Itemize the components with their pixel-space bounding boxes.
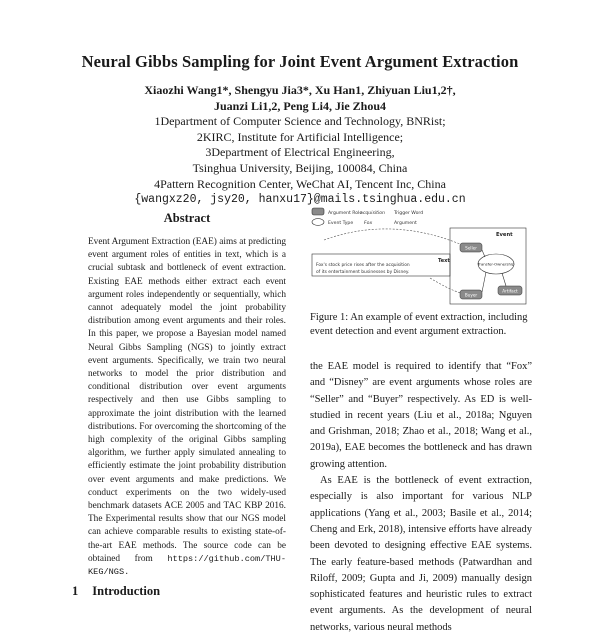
- affiliation-3: 3Department of Electrical Engineering,: [205, 145, 395, 160]
- author-block: [60, 83, 540, 208]
- node-buyer-label: Buyer: [464, 292, 478, 298]
- event-extraction-diagram: [310, 206, 528, 306]
- body-paragraph-2: As EAE is the bottleneck of event extraction, especially is also important for various NLP applications (Yang et al., 2003; Basile et al., 2014; Cheng and Erk, 2018), intensive efforts have already been devoted to designing effective EAE systems. The early feature-based methods (Patwardhan and Riloff, 2009; Gupta and Ji, 2009) manually design sophisticated features and heuristic rules to extract event arguments. As the development of neural networks, various neural methods: [310, 475, 532, 633]
- body-paragraph-1: the EAE model is required to identify that “Fox” and “Disney” are event arguments whose roles are “Seller” and “Buyer” respectively. As ED is well-studied in recent years (Liu et al., 2018a; Nguyen and Grishman, 2018; Zhao et al., 2018; Wang et al., 2019a), EAE becomes the bottleneck and has drawn growing attention.: [310, 361, 532, 470]
- figure-1: [310, 206, 528, 306]
- example-sentence-line-2: of its entertainment businesses by Disney.: [316, 270, 410, 275]
- abstract-text: Event Argument Extraction (EAE) aims at predicting event argument roles of entities in text, which is a crucial subtask and bottleneck of event extraction. Existing EAE methods either extract each event argument roles independently or sequentially, which cannot adequately model the joint probability distribution among event arguments and their roles. In this paper, we propose a Bayesian model named Neural Gibbs Sampling (NGS) to jointly extract event arguments. Specifically, we train two neural networks to model the prior distribution and conditional distribution over event arguments respectively and then use Gibbs sampling to approximate the joint distribution with the learned distributions. For overcoming the shortcoming of the high complexity of the original Gibbs sampling algorithm, we further apply simulated annealing to efficiently estimate the joint probability distribution over event arguments and make predictions. We conduct experiments on the two widely-used benchmark datasets ACE 2005 and TAC KBP 2016. The Experimental results show that our NGS model can achieve comparable results to existing state-of-the-art EAE methods. The source code can be obtained from: [88, 237, 286, 564]
- source-code-link[interactable]: https://github.com/THU-KEG/NGS.: [88, 553, 286, 578]
- edge-buyer: [482, 272, 486, 292]
- authors-line-1: Xiaozhi Wang1*, Shengyu Jia3*, Xu Han1, Zhiyuan Liu1,2†,: [144, 83, 456, 97]
- node-transfer-label: Transfer-Ownership: [477, 261, 515, 267]
- legend-acquisition-label: acquisition: [360, 211, 385, 216]
- legend-fox-label: Fox: [364, 221, 373, 226]
- section-heading-introduction: [72, 584, 174, 599]
- abstract-heading: Abstract: [163, 211, 211, 225]
- text-panel-label: Text: [438, 258, 450, 264]
- example-sentence-line-1: Fox's stock price rises after the acquisition: [316, 263, 410, 268]
- affiliation-1: 1Department of Computer Science and Technology, BNRist;: [154, 114, 446, 129]
- legend-argument-label: Argument: [394, 221, 417, 226]
- right-column-body: [310, 359, 532, 636]
- affiliation-2: 2KIRC, Institute for Artificial Intelligence;: [196, 129, 404, 144]
- section-number: 1: [72, 584, 79, 598]
- abstract-body: [88, 236, 286, 579]
- connector-text-to-event: [324, 229, 460, 244]
- legend-role-swatch: [312, 208, 324, 215]
- affiliation-5: 4Pattern Recognition Center, WeChat AI, Tencent Inc, China: [154, 176, 446, 191]
- edge-artifact: [502, 273, 506, 286]
- edge-seller: [482, 250, 485, 257]
- legend-event-type-label: Event Type: [328, 221, 354, 226]
- figure-1-caption: Figure 1: An example of event extraction, including event detection and event argument extraction.: [310, 312, 528, 338]
- node-seller-label: Seller: [465, 245, 477, 251]
- legend-trigger-label: Trigger Word: [394, 211, 424, 216]
- section-title: Introduction: [92, 584, 161, 598]
- author-email: {wangxz20, jsy20, hanxu17}@mails.tsinghua.edu.cn: [134, 193, 466, 207]
- legend-role-label: Argument Role: [328, 211, 363, 216]
- node-artifact-label: Artifact: [502, 288, 518, 294]
- authors-line-2: Juanzi Li1,2, Peng Li4, Jie Zhou4: [213, 98, 387, 113]
- event-panel-label: Event: [496, 232, 513, 238]
- legend-event-type-swatch: [312, 219, 324, 226]
- affiliation-4: Tsinghua University, Beijing, 100084, China: [192, 160, 408, 175]
- paper-title: Neural Gibbs Sampling for Joint Event Argument Extraction: [81, 52, 519, 71]
